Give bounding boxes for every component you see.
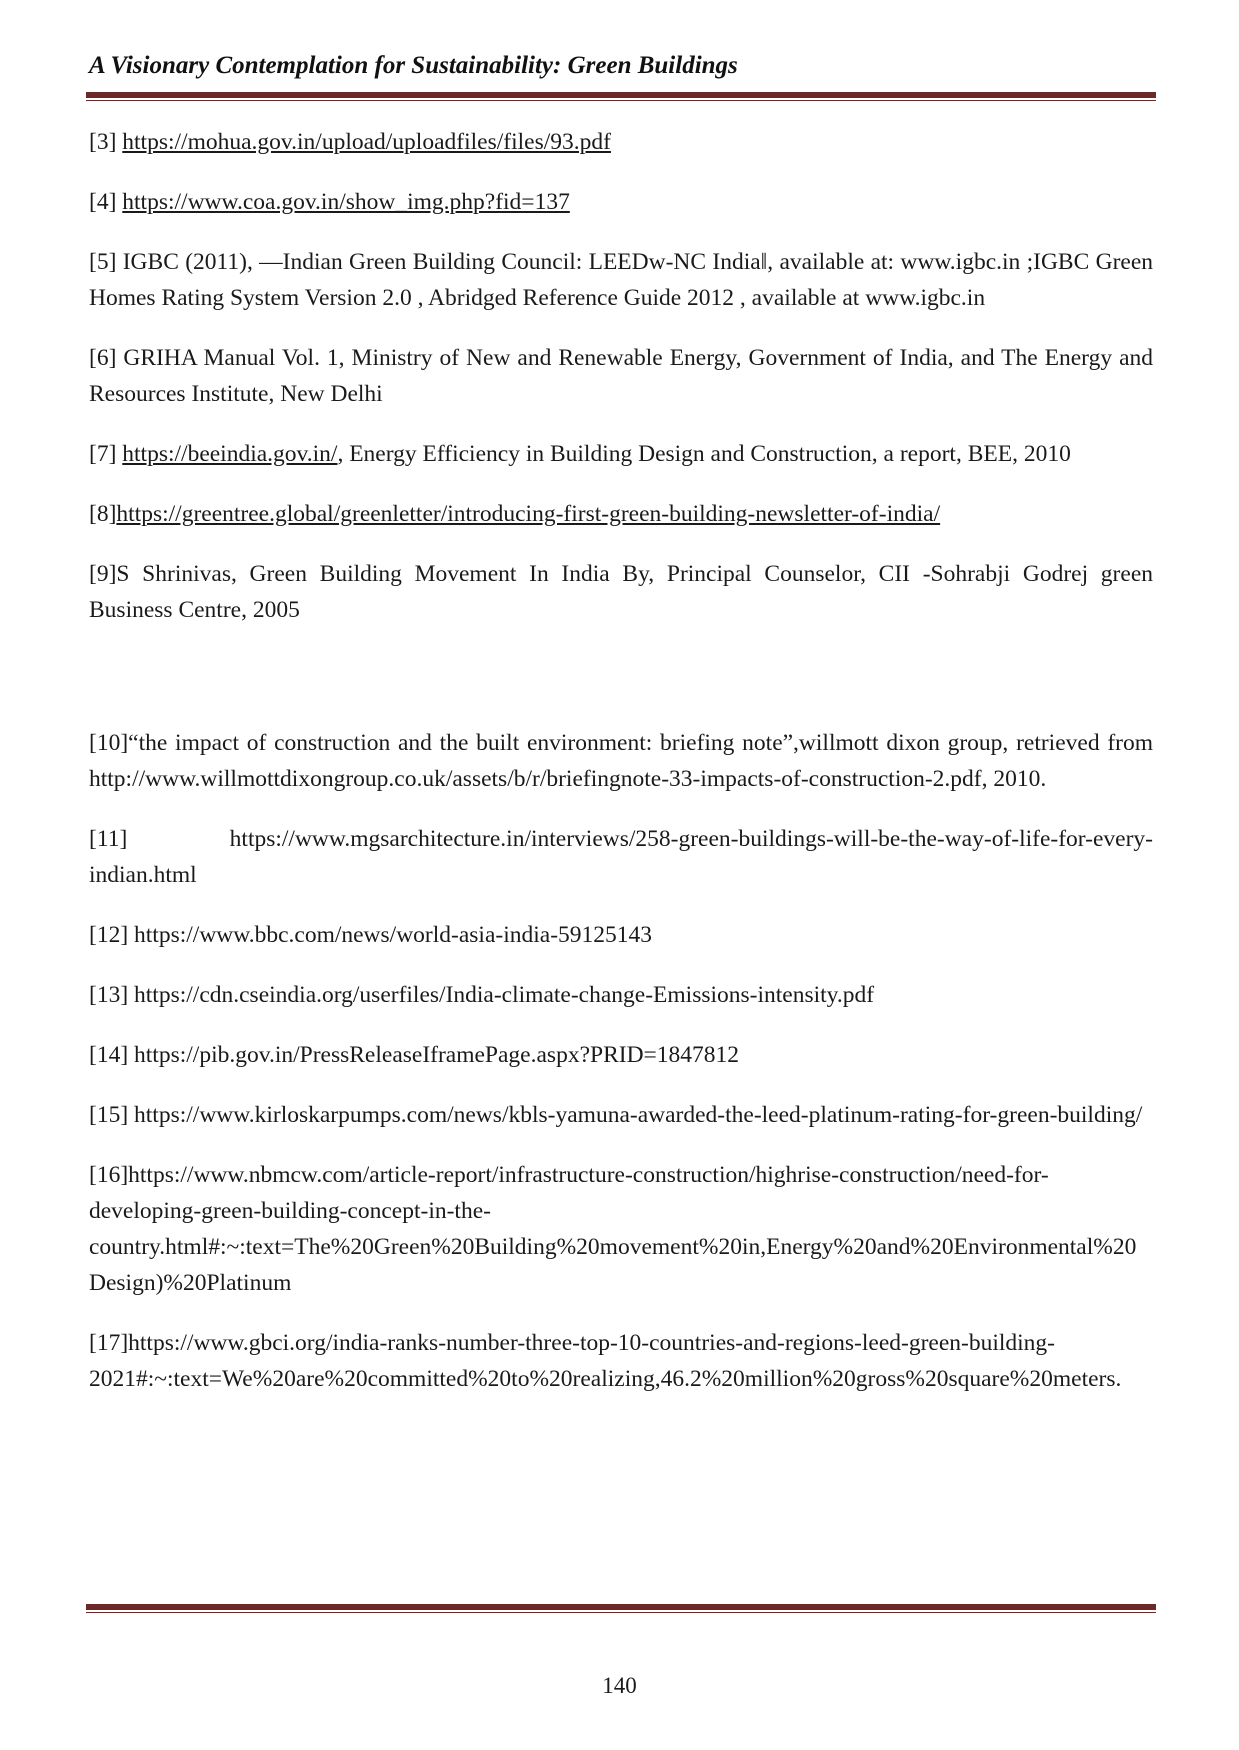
reference-label: [15]: [89, 1102, 129, 1128]
reference-text: https://pib.gov.in/PressReleaseIframePage.aspx?PRID=1847812: [134, 1042, 740, 1068]
reference-link[interactable]: https://www.coa.gov.in/show_img.php?fid=137: [122, 189, 570, 215]
reference-text: , Energy Efficiency in Building Design and Construction, a report, BEE, 2010: [337, 441, 1071, 467]
reference-10: [89, 725, 1153, 797]
reference-text: “the impact of construction and the built environment: briefing note”,willmott dixon group, retrieved from http://www.willmottdixongroup.co.uk/assets/b/r/briefingnote-33-impacts-of-construction-2.pdf, 2010.: [89, 730, 1153, 792]
reference-11: [89, 821, 1153, 893]
reference-5: [89, 244, 1153, 316]
reference-13: [89, 977, 1153, 1013]
reference-17: [89, 1325, 1153, 1397]
reference-label: [17]: [89, 1330, 129, 1356]
reference-text: https://www.mgsarchitecture.in/interviews/258-green-buildings-will-be-the-way-of-life-for-every-indian.html: [89, 826, 1153, 888]
reference-text: https://www.bbc.com/news/world-asia-india-59125143: [134, 922, 653, 948]
reference-6: [89, 340, 1153, 412]
reference-text: S Shrinivas, Green Building Movement In India By, Principal Counselor, CII -Sohrabji Godrej green Business Centre, 2005: [89, 561, 1153, 623]
reference-label: [3]: [89, 129, 117, 155]
reference-label: [16]: [89, 1162, 129, 1188]
reference-text: https://cdn.cseindia.org/userfiles/India-climate-change-Emissions-intensity.pdf: [134, 982, 875, 1008]
reference-label: [13]: [89, 982, 129, 1008]
running-header-title: A Visionary Contemplation for Sustainability: Green Buildings: [89, 52, 738, 79]
reference-9: [89, 556, 1153, 628]
reference-text: IGBC (2011), —Indian Green Building Council: LEEDw-NC India‖, available at: www.igbc.in ;IGBC Green Homes Rating System Version 2.0 , Abridged Reference Guide 2012 , available at www.igbc.in: [89, 249, 1154, 311]
reference-15: [89, 1097, 1153, 1133]
header-rule: [86, 92, 1156, 101]
reference-14: [89, 1037, 1153, 1073]
reference-label: [6]: [89, 345, 117, 371]
reference-link[interactable]: https://greentree.global/greenletter/introducing-first-green-building-newsletter-of-india/: [116, 501, 941, 527]
reference-label: [7]: [89, 441, 117, 467]
reference-16: [89, 1157, 1153, 1301]
reference-3: [89, 124, 1153, 160]
page-number: 140: [602, 1673, 637, 1698]
reference-label: [8]: [89, 501, 117, 527]
reference-4: [89, 184, 1153, 220]
footer-rule: [86, 1604, 1156, 1613]
reference-text: GRIHA Manual Vol. 1, Ministry of New and Renewable Energy, Government of India, and The Energy and Resources Institute, New Delhi: [89, 345, 1154, 407]
reference-text: https://www.gbci.org/india-ranks-number-three-top-10-countries-and-regions-leed-green-building-2021#:~:text=We%20are%20committed%20to%20realizing,46.2%20million%20gross%20square%20meters.: [89, 1330, 1122, 1392]
reference-list: [89, 124, 1153, 1421]
reference-link[interactable]: https://mohua.gov.in/upload/uploadfiles/files/93.pdf: [122, 129, 611, 155]
reference-label: [4]: [89, 189, 117, 215]
reference-label: [5]: [89, 249, 117, 275]
reference-8: [89, 496, 1153, 532]
reference-text: https://www.kirloskarpumps.com/news/kbls-yamuna-awarded-the-leed-platinum-rating-for-green-building/: [134, 1102, 1143, 1128]
reference-label: [11]: [89, 826, 128, 852]
reference-label: [9]: [89, 561, 117, 587]
reference-12: [89, 917, 1153, 953]
reference-label: [10]: [89, 730, 129, 756]
reference-text: https://www.nbmcw.com/article-report/infrastructure-construction/highrise-construction/need-for-developing-green-building-concept-in-the-country.html#:~:text=The%20Green%20Building%20movement%20in,Energy%20and%20Environmental%20Design)%20Platinum: [89, 1162, 1137, 1296]
reference-link[interactable]: https://beeindia.gov.in/: [122, 441, 338, 467]
reference-label: [12]: [89, 922, 129, 948]
reference-7: [89, 436, 1153, 472]
reference-label: [14]: [89, 1042, 129, 1068]
